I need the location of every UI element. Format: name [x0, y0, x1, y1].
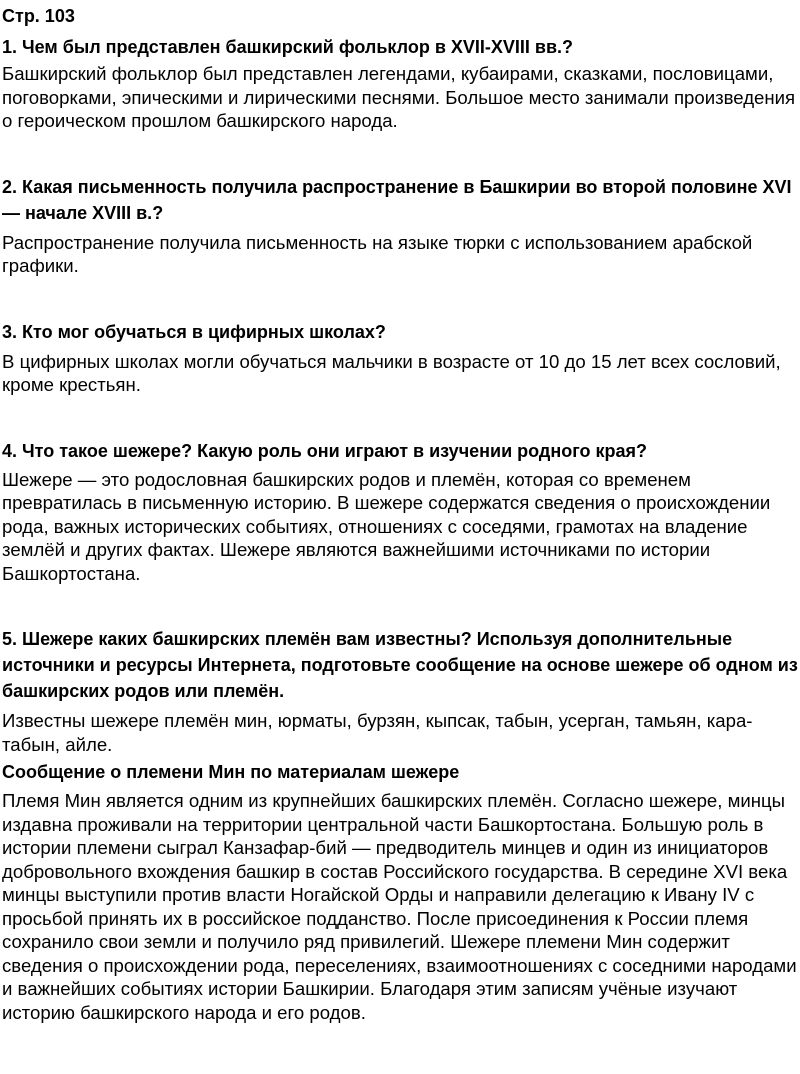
- page-number: Стр. 103: [2, 6, 75, 26]
- question-2: 2. Какая письменность получила распространение в Башкирии во второй половине XVI — начале XVIII в.?: [2, 176, 792, 223]
- question-block-1: [2, 34, 798, 133]
- question-4: 4. Что такое шежере? Какую роль они играют в изучении родного края?: [2, 440, 647, 461]
- report-title: Сообщение о племени Мин по материалам шежере: [2, 762, 460, 782]
- question-block-3: [2, 319, 798, 397]
- question-block-5: [2, 626, 798, 1024]
- question-block-4: [2, 438, 798, 586]
- answer-3: В цифирных школах могли обучаться мальчики в возрасте от 10 до 15 лет всех сословий, кроме крестьян.: [2, 350, 781, 395]
- answer-5: Известны шежере племён мин, юрматы, бурзян, кыпсак, табын, усерган, тамьян, кара-табын, айле.: [2, 710, 753, 755]
- report-text: Племя Мин является одним из крупнейших башкирских племён. Согласно шежере, минцы издавна проживали на территории центральной части Башкортостана. Большую роль в истории племени сыграл Канзафар-бий — предводитель минцев и один из инициаторов добровольного вхождения башкир в состав Российского государства. В середине XVI века минцы выступили против власти Ногайской Орды и направили делегацию к Ивану IV с просьбой принять их в российское подданство. После присоединения к России племя сохранило свои земли и получило ряд привилегий. Шежере племени Мин содержит сведения о происхождении рода, переселениях, взаимоотношениях с соседними народами и важнейших событиях истории Башкирии. Благодаря этим записям учёные изучают историю башкирского народа и его родов.: [2, 790, 797, 1023]
- answer-2: Распространение получила письменность на языке тюрки с использованием арабской графики.: [2, 231, 753, 276]
- answer-4: Шежере — это родословная башкирских родов и племён, которая со временем превратилась в письменную историю. В шежере содержатся сведения о происхождении рода, важных исторических событиях, отношениях с соседями, грамотах на владение землёй и других фактах. Шежере являются важнейшими источниками по истории Башкортостана.: [2, 468, 771, 584]
- question-3: 3. Кто мог обучаться в цифирных школах?: [2, 321, 386, 342]
- question-5: 5. Шежере каких башкирских племён вам известны? Используя дополнительные источники и ресурсы Интернета, подготовьте сообщение на основе шежере об одном из башкирских родов или племён.: [2, 629, 798, 701]
- answer-1: Башкирский фольклор был представлен легендами, кубаирами, сказками, пословицами, поговорками, эпическими и лирическими песнями. Большое место занимали произведения о героическом прошлом башкирского народа.: [2, 63, 796, 131]
- question-block-2: [2, 174, 798, 278]
- document-page: [2, 0, 798, 1024]
- question-1: 1. Чем был представлен башкирский фольклор в XVII-XVIII вв.?: [2, 37, 574, 57]
